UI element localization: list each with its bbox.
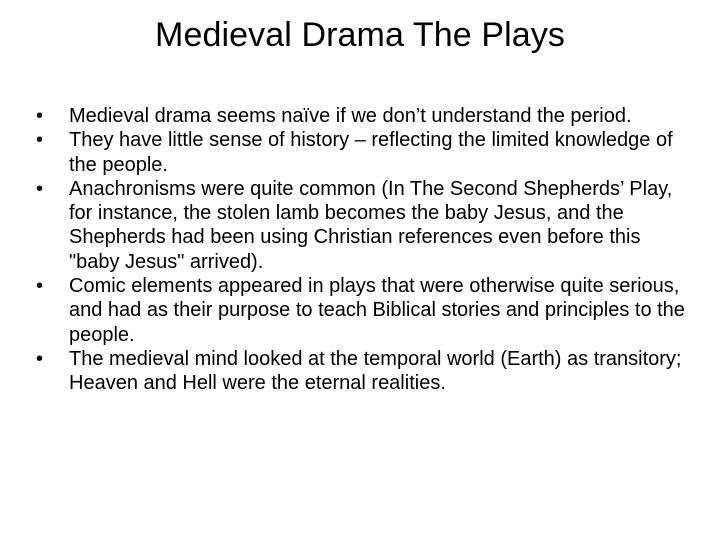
bullet-item [36, 104, 696, 128]
bullet-item [36, 274, 696, 347]
bullet-dot-icon: • [36, 177, 44, 200]
bullet-text: The medieval mind looked at the temporal world (Earth) as transitory; Heaven and Hell were the eternal realities. [69, 347, 682, 395]
bullet-text: Comic elements appeared in plays that were otherwise quite serious, and had as their purpose to teach Biblical stories and principles to the people. [69, 275, 685, 346]
bullet-dot-icon: • [36, 347, 44, 370]
bullet-list [36, 104, 696, 396]
bullet-item [36, 347, 696, 396]
bullet-text: Medieval drama seems naïve if we don’t understand the period. [69, 105, 632, 127]
bullet-text: Anachronisms were quite common (In The Second Shepherds’ Play, for instance, the stolen lamb becomes the baby Jesus, and the Shepherds had been using Christian references even before this "baby Jesus" arrived). [69, 177, 673, 273]
bullet-text: They have little sense of history – reflecting the limited knowledge of the people. [69, 129, 673, 176]
bullet-item [36, 128, 696, 177]
bullet-dot-icon: • [36, 105, 44, 127]
bullet-item [36, 177, 696, 274]
bullet-dot-icon: • [36, 275, 44, 298]
bullet-dot-icon: • [36, 129, 44, 152]
slide-title: Medieval Drama The Plays [155, 16, 565, 54]
